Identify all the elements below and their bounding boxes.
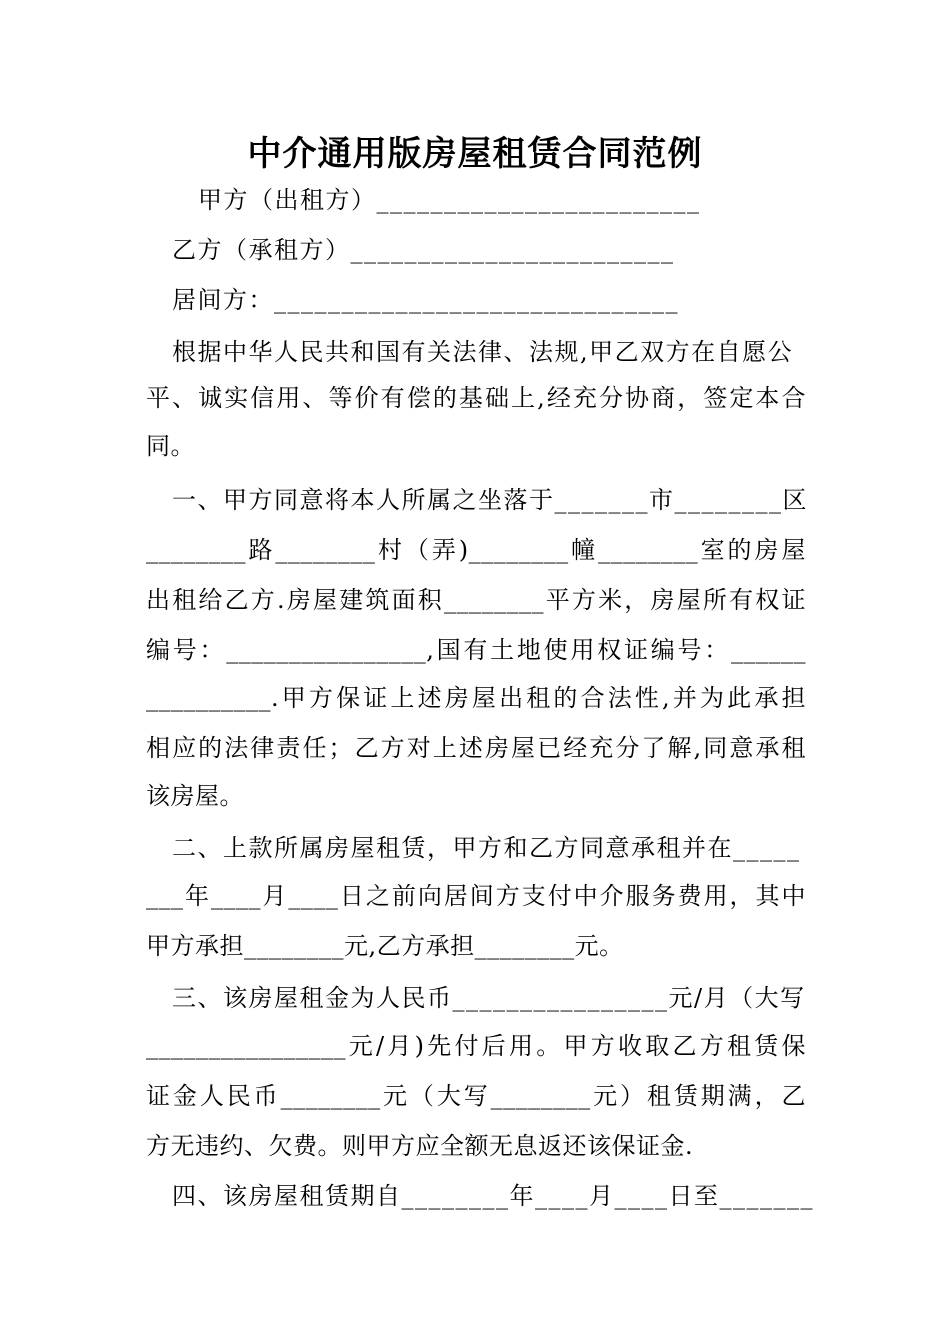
clause-4-line-1: 四、该房屋租赁期自________年____月____日至_______: [172, 1182, 814, 1210]
clause-2-line-2: ___年____月____日之前向居间方支付中介服务费用，其中: [146, 882, 806, 910]
intermediary-line: 居间方：______________________________: [172, 286, 679, 314]
clause-1-line-5: __________.甲方保证上述房屋出租的合法性,并为此承担: [146, 684, 806, 712]
clause-1-line-1: 一、甲方同意将本人所属之坐落于_______市________区: [172, 486, 808, 514]
party-a-line: 甲方（出租方）________________________: [198, 186, 701, 214]
preamble-line-1: 根据中华人民共和国有关法律、法规,甲乙双方在自愿公: [172, 338, 794, 366]
document-title: 中介通用版房屋租赁合同范例: [247, 134, 703, 174]
clause-1-line-3: 出租给乙方.房屋建筑面积________平方米，房屋所有权证: [146, 586, 806, 614]
clause-3-line-3: 证金人民币________元（大写________元）租赁期满，乙: [146, 1082, 806, 1110]
preamble-line-3: 同。: [146, 432, 195, 460]
preamble-line-2: 平、诚实信用、等价有偿的基础上,经充分协商，签定本合: [146, 384, 806, 412]
clause-1-line-6: 相应的法律责任；乙方对上述房屋已经充分了解,同意承租: [146, 734, 806, 762]
clause-2-line-3: 甲方承担________元,乙方承担________元。: [146, 932, 624, 960]
clause-3-line-1: 三、该房屋租金为人民币________________元/月（大写: [172, 984, 806, 1012]
clause-3-line-4: 方无违约、欠费。则甲方应全额无息返还该保证金.: [146, 1132, 694, 1160]
clause-1-line-7: 该房屋。: [146, 782, 244, 810]
clause-1-line-2: ________路________村（弄)________幢________室的房屋: [146, 536, 806, 564]
clause-1-line-4: 编号：________________,国有土地使用权证编号：______: [146, 636, 806, 664]
party-b-line: 乙方（承租方）________________________: [172, 236, 675, 264]
clause-2-line-1: 二、上款所属房屋租赁，甲方和乙方同意承租并在_____: [172, 834, 801, 862]
clause-3-line-2: ________________元/月)先付后用。甲方收取乙方租赁保: [146, 1032, 806, 1060]
